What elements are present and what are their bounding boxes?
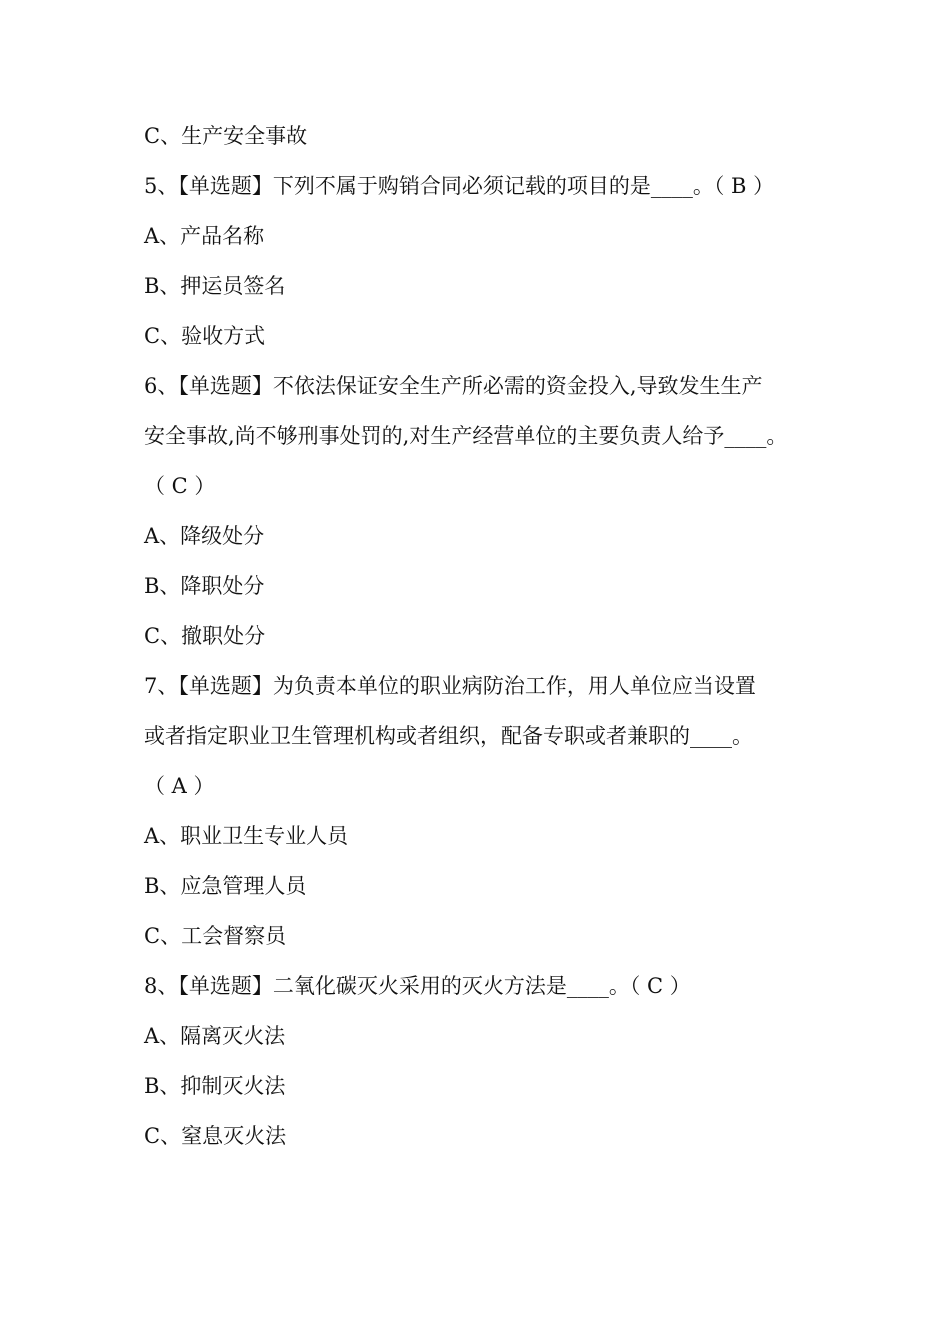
option-c-q6: C、撤职处分 (144, 624, 266, 648)
option-c-q8: C、窒息灭火法 (144, 1124, 287, 1148)
question-6-line-2: 安全事故,尚不够刑事处罚的,对生产经营单位的主要负责人给予____。 (144, 424, 788, 448)
option-b-q5: B、押运员签名 (144, 274, 286, 298)
option-a-q8: A、隔离灭火法 (144, 1024, 286, 1048)
option-b-q8: B、抑制灭火法 (144, 1074, 286, 1098)
question-7-line-2: 或者指定职业卫生管理机构或者组织，配备专职或者兼职的____。 (144, 724, 753, 748)
option-c-q4: C、生产安全事故 (144, 124, 308, 148)
option-c-q7: C、工会督察员 (144, 924, 287, 948)
question-8: 8、【单选题】二氧化碳灭火采用的灭火方法是____。（ C ） (144, 974, 691, 998)
option-c-q5: C、验收方式 (144, 324, 266, 348)
question-list (144, 111, 834, 1161)
option-a-q6: A、降级处分 (144, 524, 265, 548)
option-a-q5: A、产品名称 (144, 224, 265, 248)
question-5: 5、【单选题】下列不属于购销合同必须记载的项目的是____。（ B ） (144, 174, 775, 198)
question-6-line-1: 6、【单选题】不依法保证安全生产所必需的资金投入,导致发生生产 (144, 374, 763, 398)
option-a-q7: A、职业卫生专业人员 (144, 824, 349, 848)
question-6-answer: （ C ） (144, 474, 216, 498)
question-7-line-1: 7、【单选题】为负责本单位的职业病防治工作，用人单位应当设置 (144, 674, 756, 698)
option-b-q6: B、降职处分 (144, 574, 265, 598)
question-7-answer: （ A ） (144, 774, 215, 798)
option-b-q7: B、应急管理人员 (144, 874, 307, 898)
